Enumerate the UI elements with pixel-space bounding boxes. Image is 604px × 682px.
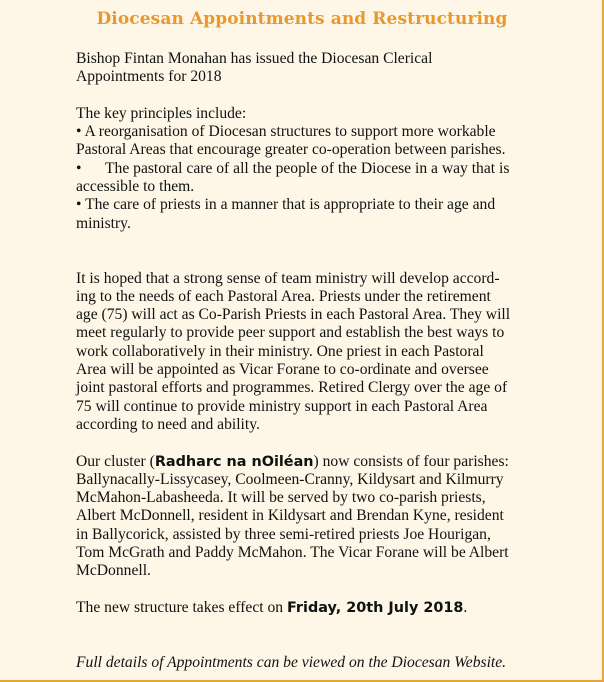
effective-date: Friday, 20th July 2018 [287, 599, 464, 616]
page-title: Diocesan Appointments and Restructuring [96, 9, 508, 29]
team-line: joint pastoral efforts and programmes. Retired Clergy over the age of [76, 379, 508, 397]
bullet-icon: • [76, 159, 82, 177]
cluster-line: McMahon-Labasheeda. It will be served by two co-parish priests, [76, 489, 486, 507]
principle-2-text: The pastoral care of all the people of the Diocese in a way that is [105, 159, 510, 177]
effective-pre: The new structure takes effect on [76, 598, 288, 616]
principles-heading: The key principles include: [76, 104, 247, 122]
cluster-post: ) now consists of four parishes: [313, 452, 509, 470]
team-line: Area will be appointed as Vicar Forane to co-ordinate and oversee [76, 361, 489, 379]
team-line: ing to the needs of each Pastoral Area. Priests under the retirement [76, 287, 491, 305]
cluster-pre: Our cluster ( [76, 452, 155, 470]
team-line: age (75) will act as Co-Parish Priests in each Pastoral Area. They will [76, 306, 511, 324]
effective-post: . [463, 598, 468, 616]
footer-note: Full details of Appointments can be viewed on the Diocesan Website. [76, 653, 507, 671]
cluster-line: Ballynacally-Lissycasey, Coolmeen-Cranny, Kildysart and Kilmurry [76, 470, 504, 488]
cluster-line: in Ballycorick, assisted by three semi-retired priests Joe Hourigan, [76, 525, 491, 543]
team-line: 75 will continue to provide ministry support in each Pastoral Area [76, 397, 488, 415]
principle-2-line-1 [76, 160, 536, 178]
team-line: It is hoped that a strong sense of team ministry will develop accord- [76, 269, 500, 287]
principle-2-line-2: accessible to them. [76, 178, 195, 196]
cluster-intro-line [76, 453, 536, 471]
team-line: according to need and ability. [76, 415, 260, 433]
intro-line-1: Bishop Fintan Monahan has issued the Diocesan Clerical [76, 50, 433, 67]
effective-date-line [76, 599, 536, 617]
cluster-line: Albert McDonnell, resident in Kildysart and Brendan Kyne, resident [76, 507, 504, 525]
cluster-line: McDonnell. [76, 562, 151, 580]
team-line: work collaboratively in their ministry. One priest in each Pastoral [76, 342, 484, 360]
team-line: meet regularly to provide peer support and establish the best ways to [76, 324, 505, 342]
intro-line-2: Appointments for 2018 [76, 68, 222, 86]
cluster-line: Tom McGrath and Paddy McMahon. The Vicar Forane will be Albert [76, 544, 509, 562]
principle-3-line-1: • The care of priests in a manner that is appropriate to their age and [76, 196, 496, 214]
notice-body [76, 50, 536, 672]
principle-1-line-1: • A reorganisation of Diocesan structures to support more workable [76, 123, 496, 141]
cluster-name: Radharc na nOiléan [154, 453, 314, 470]
principle-3-line-2: ministry. [76, 214, 131, 232]
principle-1-line-2: Pastoral Areas that encourage greater co-operation between parishes. [76, 141, 506, 159]
